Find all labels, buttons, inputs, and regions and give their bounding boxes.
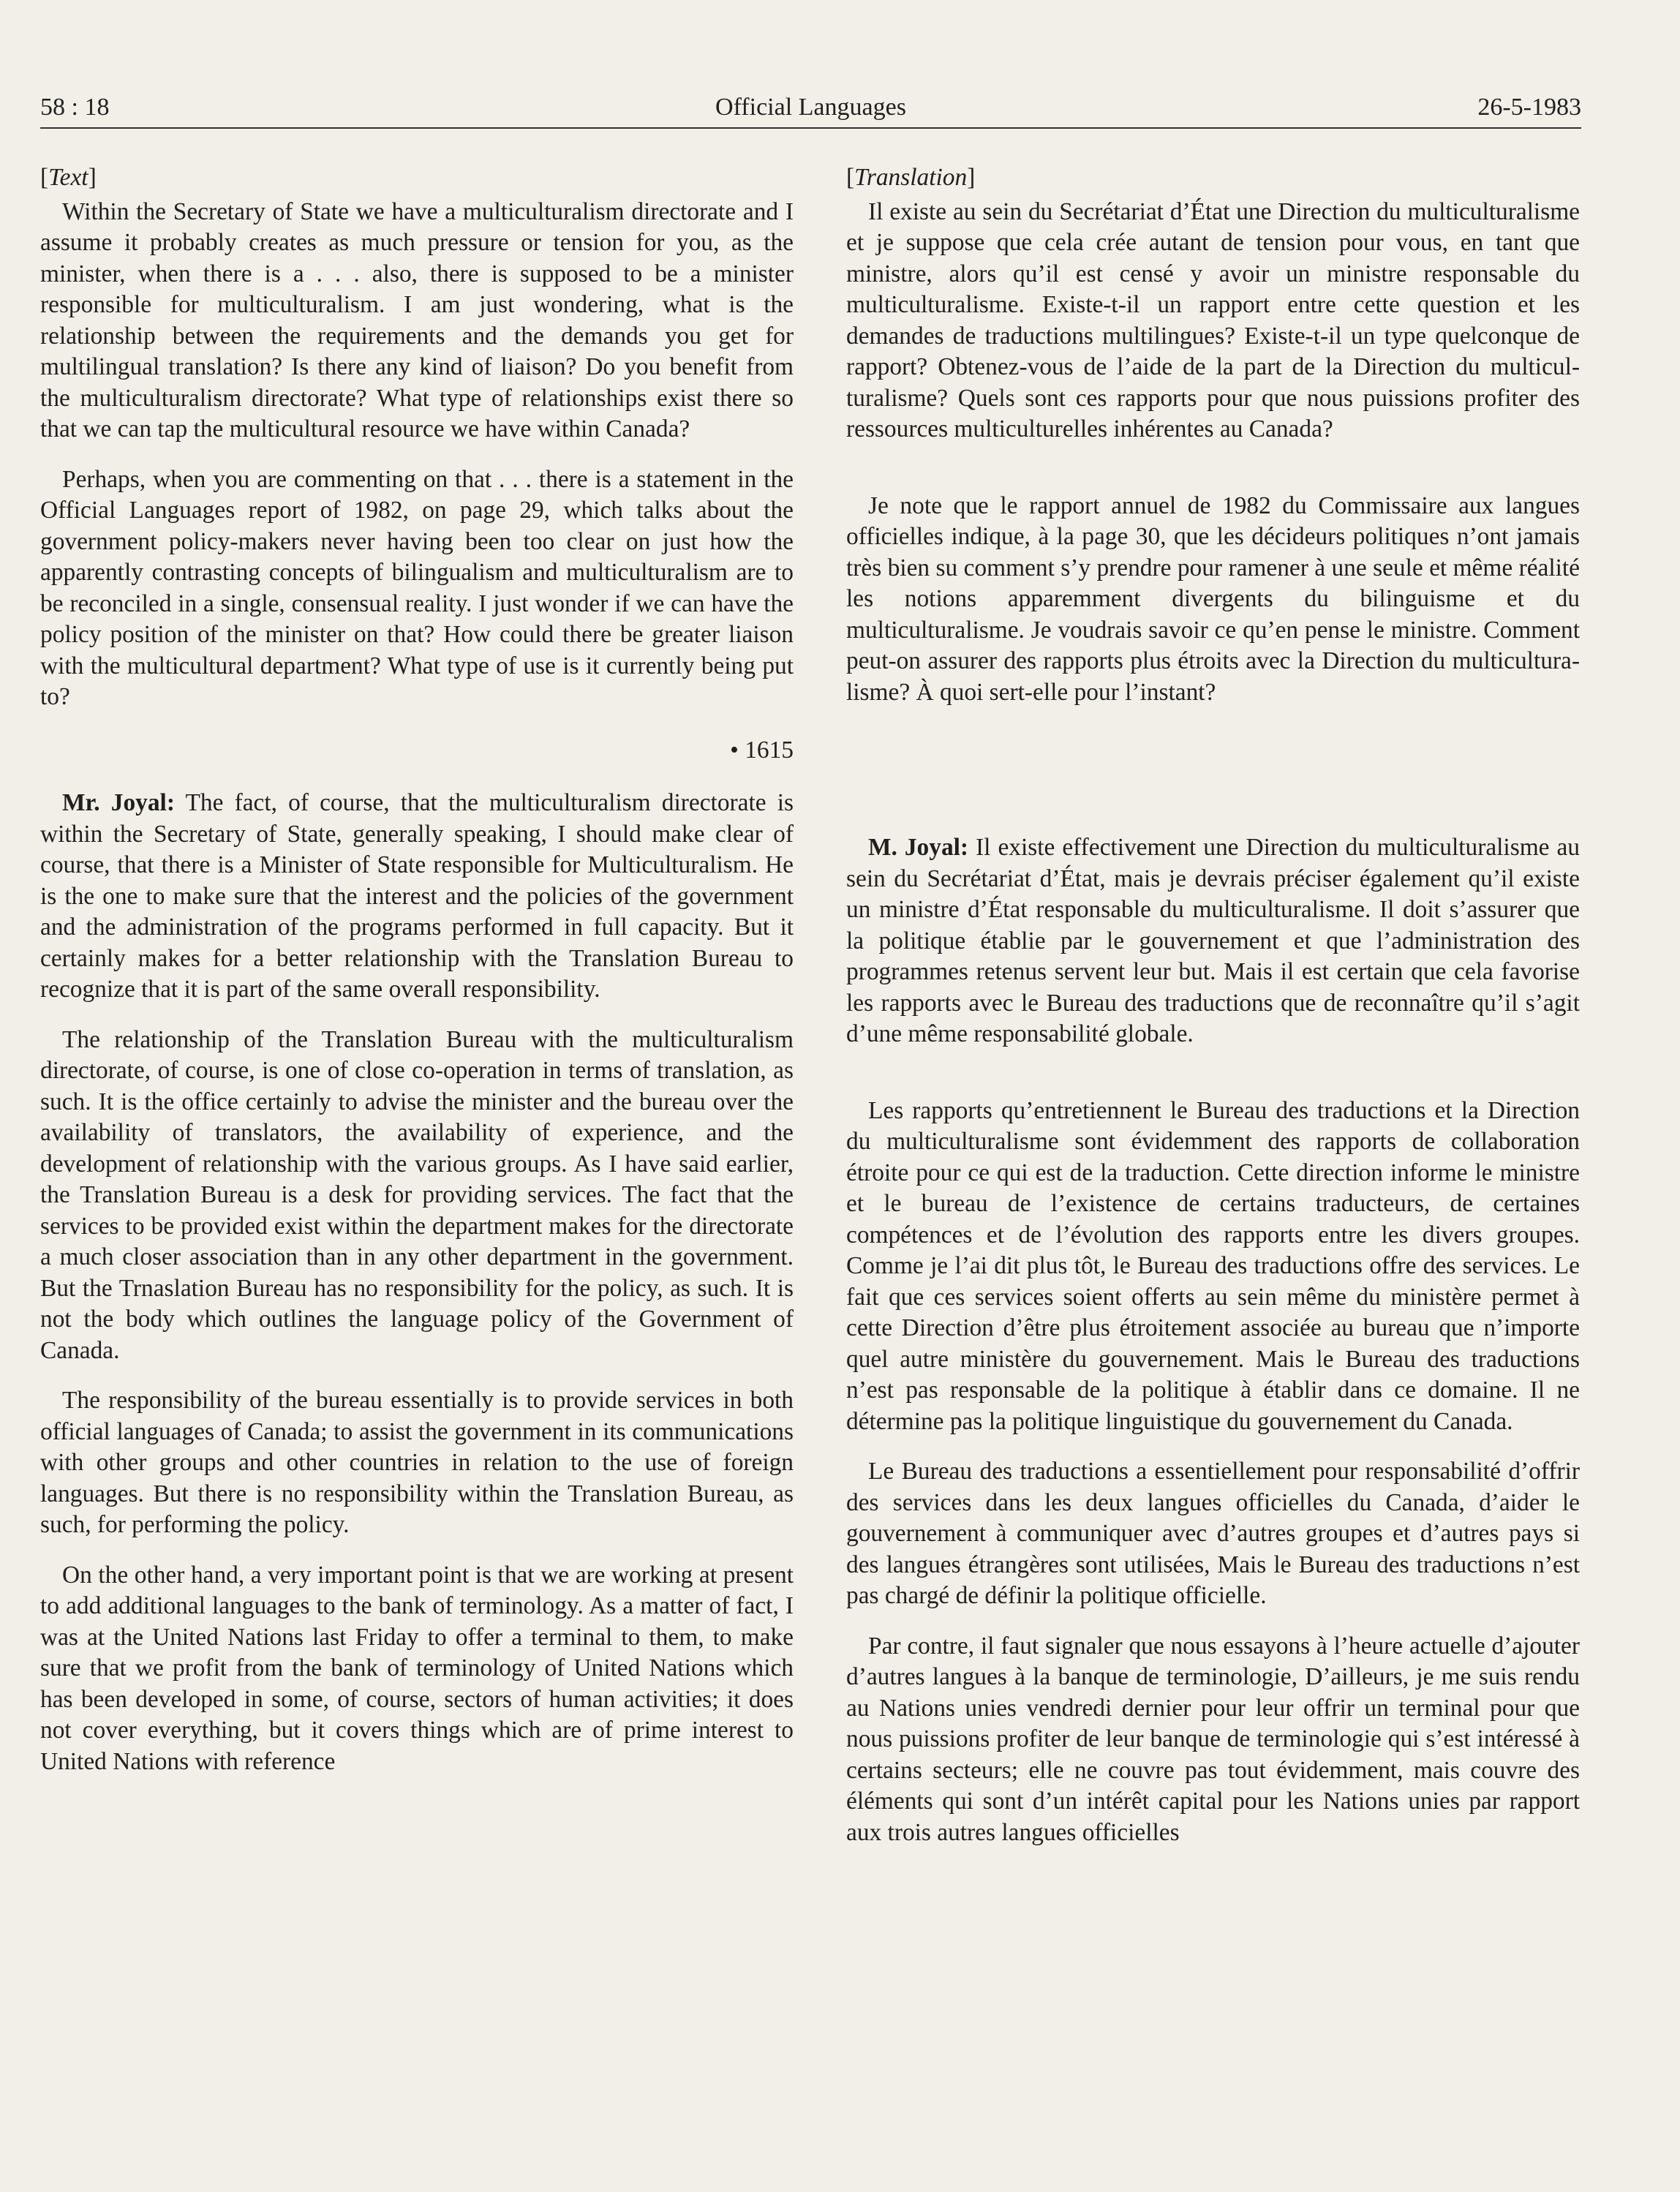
paragraph: Il existe au sein du Secrétariat d’État une Direction du multiculturalisme et je suppose que cela crée autant de tension pour vous, en tant que ministre, alors qu’il est censé y avoir un ministre responsable du multiculturalisme. Existe-t-il un rapport entre cette question et les demandes de traductions multilingues? Existe-t-il un type quelconque de rapport? Obtenez-vous de l’aide de la part de la Direction du multiculturalisme? Quels sont ces rapports pour que nous puissions profiter des ressources multiculturelles inhérentes au Canada? bbox=[846, 197, 1580, 442]
french-column bbox=[846, 162, 1580, 1848]
paragraph: The responsibility of the bureau essentially is to provide services in both official languages of Canada; to assist the government in its communications with other groups and other countries in relation to the use of foreign languages. But there is no responsibility within the Translation Bureau, as such, for performing the policy. bbox=[40, 1387, 794, 1538]
language-label: [Text] bbox=[40, 164, 97, 191]
paragraph: Je note que le rapport annuel de 1982 du Commissaire aux langues officielles indique, à la page 30, que les décideurs politiques n’ont jamais très bien su comment s’y prendre pour ramener à une seule et même réalité les notions apparemment divergents du bilinguisme et du multiculturalisme. Je voudrais savoir ce qu’en pense le ministre. Comment peut-on assurer des rapports plus étroits avec la Direction du multiculturalisme? À quoi sert-elle pour l’instant? bbox=[846, 491, 1580, 706]
speaker-paragraph bbox=[40, 788, 794, 1006]
paragraph: The relationship of the Translation Bureau with the multiculturalism directorate, of course, is one of close co-operation in terms of translation, as such. It is the office certainly to advise the minister and the bureau over the availability of translators, the availability of experience, and the development of relationship with the various groups. As I have said earlier, the Translation Bureau is a desk for providing services. The fact that the services to be provided exist within the department makes for the directorate a much closer association than in any other department in the government. But the Trnaslation Bureau has no responsibility for the policy, as such. It is not the body which outlines the language policy of the Government of Canada. bbox=[40, 1025, 794, 1364]
speech-text: Il existe effectivement une Direction du multiculturalisme au sein du Secrétariat d’État, mais je devrais préciser également qu’il existe un ministre d’État responsable du multiculturalisme. Il doit s’assurer que la politique établie par le gouvernement et que l’administration des programmes retenus servent leur but. Mais il est certain que cela favorise les rapports avec le Bureau des traductions que de reconnaître qu’il s’agit d’une même responsabilité globale. bbox=[846, 834, 1580, 1047]
paragraph: Par contre, il faut signaler que nous essayons à l’heure actuelle d’ajouter d’autres langues à la banque de terminologie, D’ailleurs, je me suis rendu au Nations unies vendredi dernier pour leur offrir un terminal pour que nous puissions profiter de leur banque de terminologie qui s’est intéressé à certains secteurs; elle ne couvre pas tout évidemment, mais couvre des éléments qui sont d’un intérêt capital pour les Nations unies par rapport aux trois autres langues officielles bbox=[846, 1632, 1580, 1846]
paragraph: Within the Secretary of State we have a multiculturalism directorate and I assume it probably creates as much pressure or tension for you, as the minister, when there is a . . . also, there is supposed to be a minister responsible for multiculturalism. I am just wondering, what is the relationship between the requirements and the demands you get for multilingual translation? Is there any kind of liaison? Do you benefit from the multiculturalism directorate? What type of relationships exist there so that we can tap the multicultural resource we have within Canada? bbox=[40, 197, 794, 442]
running-title: Official Languages bbox=[715, 94, 906, 121]
speaker-paragraph bbox=[846, 832, 1580, 1050]
speech-text: The fact, of course, that the multiculturalism directorate is within the Secretary of State, generally speaking, I should make clear of course, that there is a Minister of State responsible for Multiculturalism. He is the one to make sure that the interest and the policies of the government and the administration of the programs performed in full capacity. But it certainly makes for a better relationship with the Translation Bureau to recognize that it is part of the same overall responsibility. bbox=[40, 789, 794, 1003]
page-header bbox=[40, 86, 1581, 129]
speaker-name: M. Joyal: bbox=[868, 834, 969, 861]
speaker-name: Mr. Joyal: bbox=[62, 789, 175, 816]
header-date: 26-5-1983 bbox=[1477, 94, 1581, 121]
paragraph: On the other hand, a very important point is that we are working at present to add additional languages to the bank of terminology. As a matter of fact, I was at the United Nations last Friday to offer a terminal to them, to make sure that we profit from the bank of terminology of United Nations which has been developed in some, of course, sectors of human activities; it does not cover everything, but it covers things which are of prime interest to United Nations with reference bbox=[40, 1561, 794, 1775]
language-label: [Translation] bbox=[846, 164, 976, 191]
timestamp: • 1615 bbox=[730, 736, 794, 764]
page-number: 58 : 18 bbox=[40, 94, 110, 121]
paragraph: Perhaps, when you are commenting on that . . . there is a statement in the Official Languages report of 1982, on page 29, which talks about the government policy-makers never having been too clear on just how the apparently contrasting concepts of bilingualism and multiculturalism are to be reconciled in a single, consensual reality. I just wonder if we can have the policy position of the minister on that? How could there be greater liaison with the multicultural department? What type of use is it currently being put to? bbox=[40, 465, 794, 710]
english-column bbox=[40, 162, 794, 1777]
paragraph: Les rapports qu’entretiennent le Bureau des traductions et la Direction du multiculturalisme sont évidemment des rapports de collaboration étroite pour ce qui est de la traduction. Cette direction informe le ministre et le bureau de l’existence de certains traducteurs, de certaines compétences et de l’évolution des rapports entre les divers groupes. Comme je l’ai dit plus tôt, le Bureau des traductions offre des services. Le fait que ces services soient offerts au sein même du ministère permet à cette Direction d’être plus étroitement associée au bureau que n’importe quel autre ministère du gouvernement. Mais le Bureau des traductions n’est pas responsable de la politique à établir dans ce domaine. Il ne détermine pas la politique linguistique du gouvernement du Canada. bbox=[846, 1096, 1580, 1435]
paragraph: Le Bureau des traductions a essentiellement pour responsabilité d’offrir des services dans les deux langues officielles du Canada, d’aider le gouvernement à communiquer avec d’autres groupes et d’autres pays si des langues étrangères sont utilisées, Mais le Bureau des traductions n’est pas chargé de définir la politique officielle. bbox=[846, 1458, 1580, 1609]
